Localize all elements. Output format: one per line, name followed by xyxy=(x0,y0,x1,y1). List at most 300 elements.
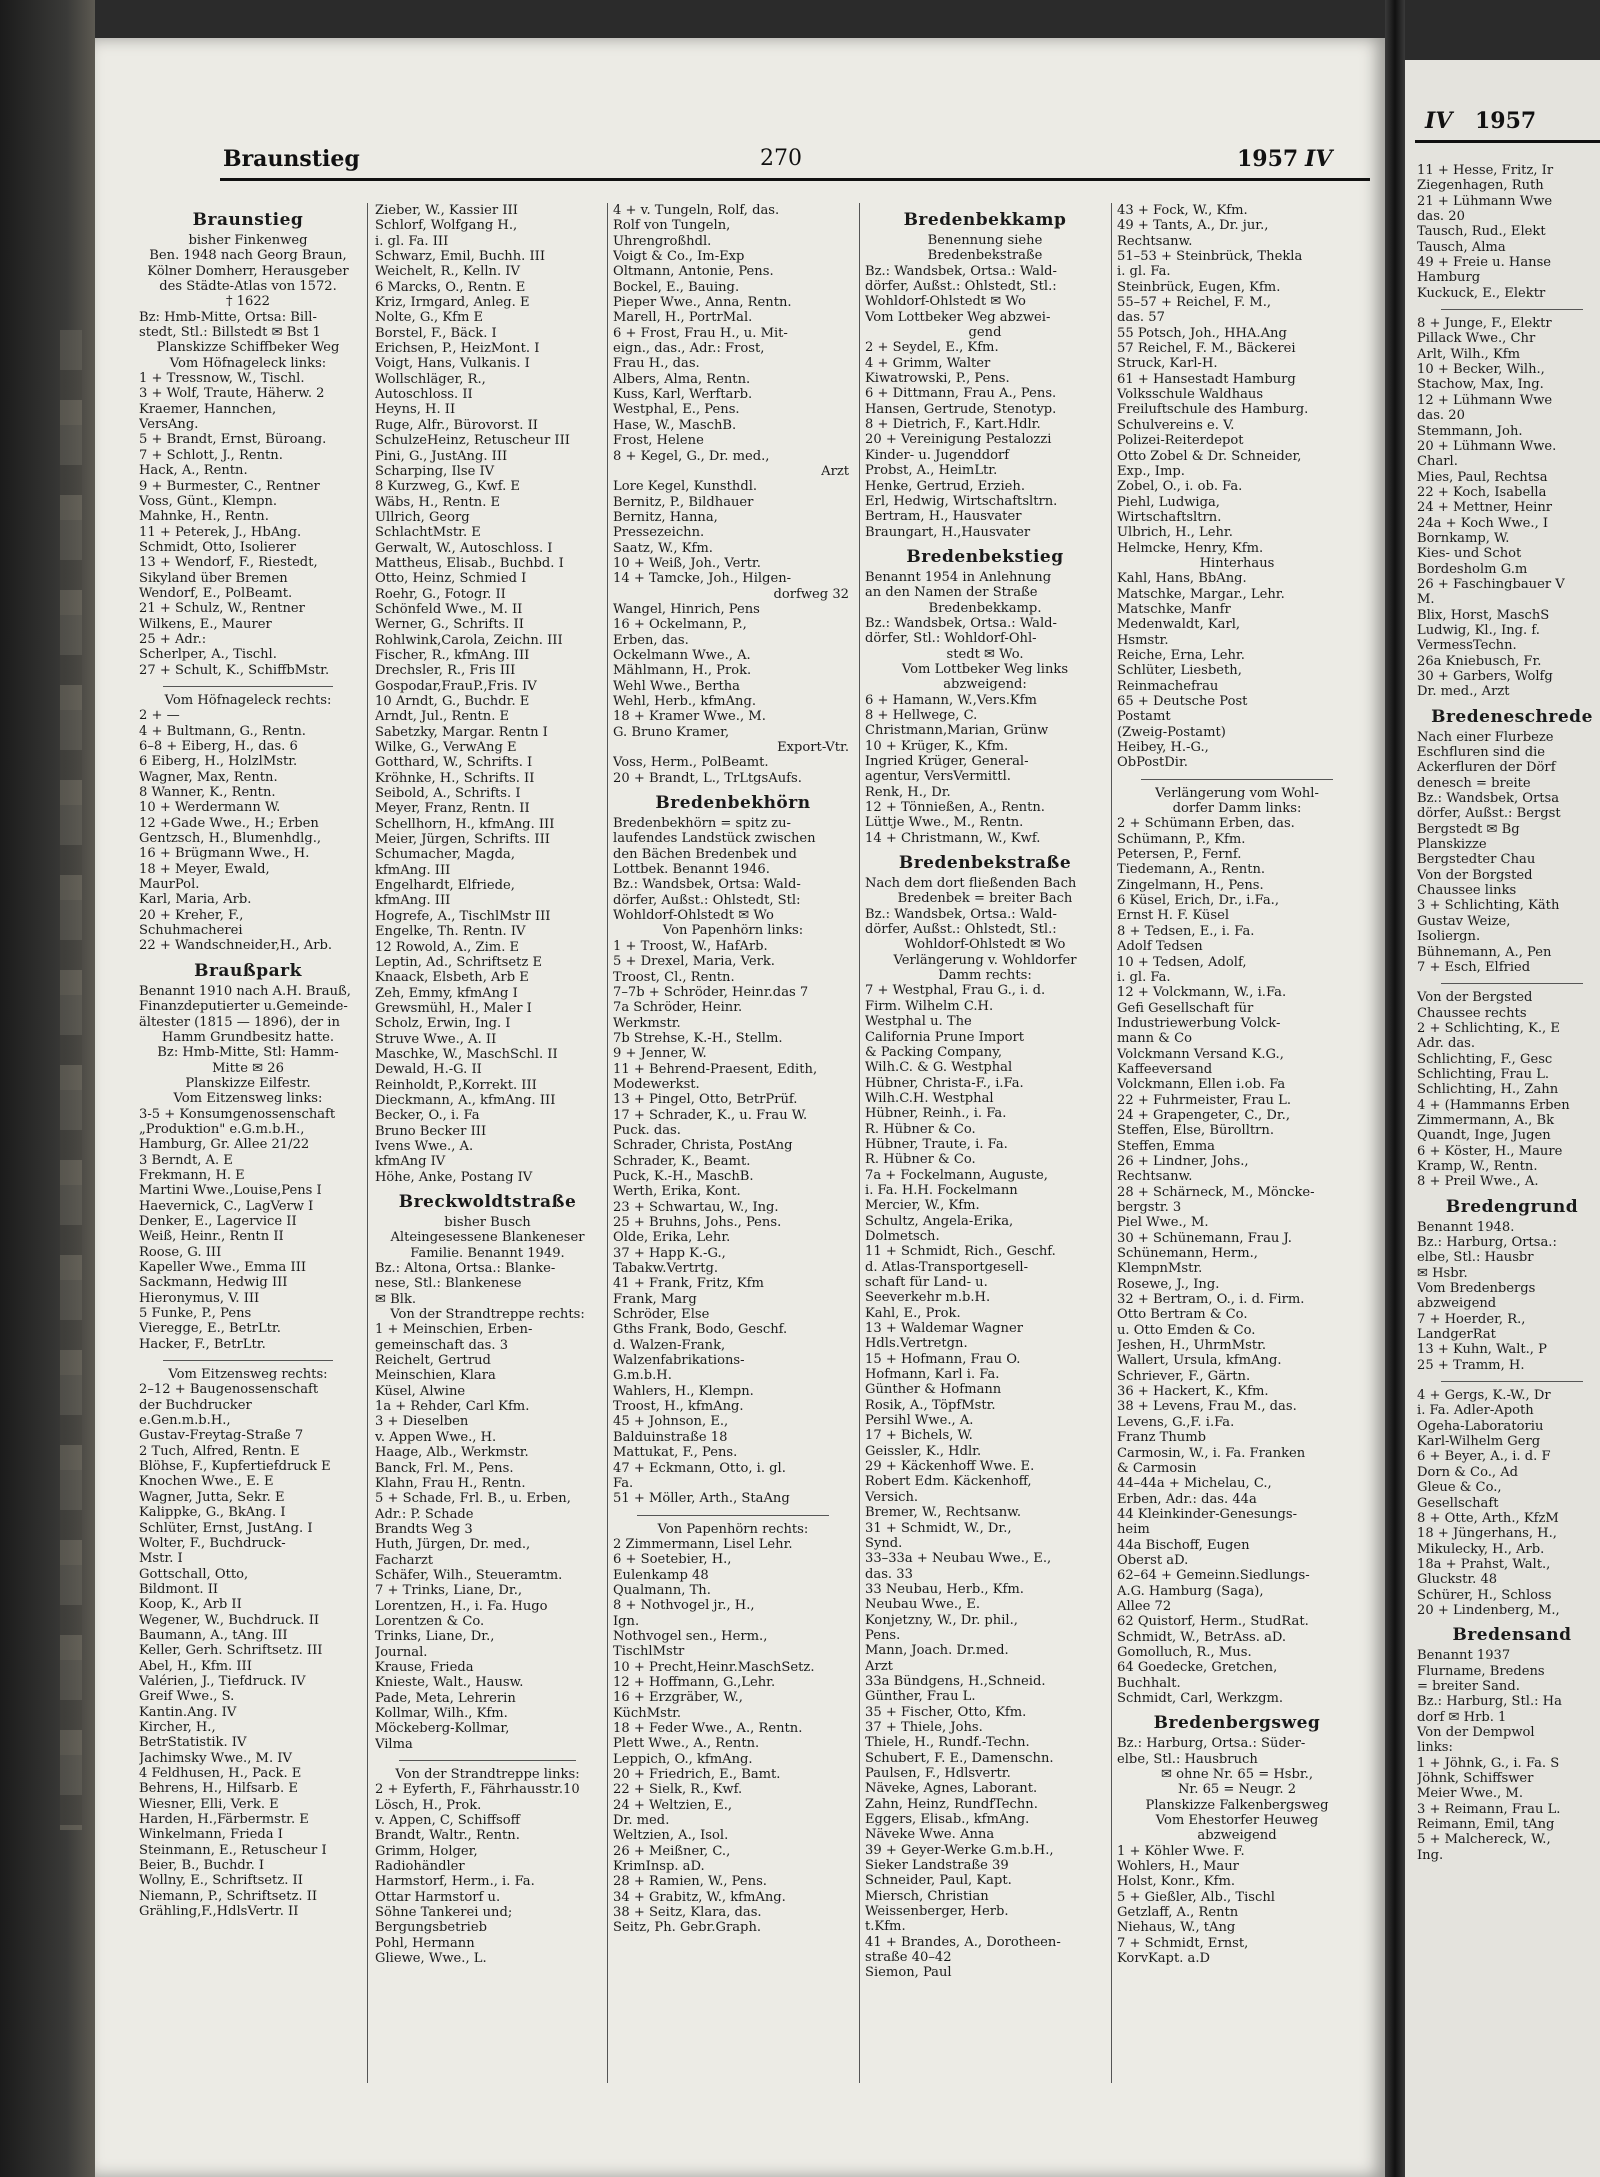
directory-entry: Zieber, W., Kassier III xyxy=(375,203,518,218)
directory-entry: Fischer, R., kfmAng. III xyxy=(375,647,530,663)
directory-entry: 6 Marcks, O., Rentn. E xyxy=(375,279,526,295)
directory-entry: Engelke, Th. Rentn. IV xyxy=(375,924,526,940)
directory-entry: Bredenbekstraße xyxy=(927,248,1043,264)
directory-entry: Arlt, Wilh., Kfm xyxy=(1417,346,1521,362)
directory-entry: Hübner, Traute, i. Fa. xyxy=(865,1136,1008,1152)
street-heading: Braußpark xyxy=(194,960,302,981)
section-separator xyxy=(1441,977,1583,984)
next-page-edge xyxy=(1405,60,1600,2177)
directory-entry: 24a + Koch Wwe., I xyxy=(1417,515,1549,531)
directory-entry: agentur, VersVermittl. xyxy=(865,769,1011,785)
directory-entry: 8 + Hellwege, C. xyxy=(865,707,978,723)
directory-entry: 25 + Tramm, H. xyxy=(1417,1357,1525,1373)
directory-entry: Plett Wwe., A., Rentn. xyxy=(613,1736,760,1752)
directory-entry: Wilh.C. & G. Westphal xyxy=(865,1060,1013,1076)
directory-entry: den Bächen Bredenbek und xyxy=(613,846,797,862)
directory-entry: Planskizze Eilfestr. xyxy=(185,1075,311,1091)
directory-entry: Schlichting, H., Zahn xyxy=(1417,1082,1559,1098)
directory-entry: Vom Eitzensweg links: xyxy=(173,1091,323,1107)
directory-entry: Knieste, Walt., Hausw. xyxy=(375,1675,524,1691)
directory-entry: Mattukat, F., Pens. xyxy=(613,1445,738,1461)
directory-entry: Hsmstr. xyxy=(1117,632,1169,648)
directory-entry: Verlängerung v. Wohldorfer xyxy=(893,952,1077,968)
directory-entry: LandgerRat xyxy=(1417,1327,1496,1343)
directory-entry: 12 + Tönnießen, A., Rentn. xyxy=(865,800,1045,816)
directory-entry: Erl, Hedwig, Wirtschaftsltrn. xyxy=(865,493,1058,509)
directory-entry: & Packing Company, xyxy=(865,1044,1003,1060)
directory-entry: Benannt 1948. xyxy=(1417,1219,1515,1235)
directory-entry: Zobel, O., i. ob. Fa. xyxy=(1117,479,1243,495)
directory-entry: Vom Lottbeker Weg abzwei- xyxy=(865,309,1051,325)
directory-entry: Schmidt, Otto, Isolierer xyxy=(139,539,296,555)
directory-entry: gend xyxy=(968,325,1002,341)
street-heading: Bredengrund xyxy=(1445,1196,1579,1217)
directory-entry: 33 Neubau, Herb., Kfm. xyxy=(865,1581,1024,1597)
directory-entry: Maschke, W., MaschSchl. II xyxy=(375,1046,558,1062)
directory-entry: Meier Wwe., M. xyxy=(1417,1786,1523,1802)
directory-entry: 13 + Kuhn, Walt., P xyxy=(1417,1342,1547,1358)
directory-entry: Erichsen, P., HeizMont. I xyxy=(375,341,540,357)
directory-entry: Tiedemann, A., Rentn. xyxy=(1117,862,1266,878)
directory-entry: 1a + Rehder, Carl Kfm. xyxy=(375,1399,530,1415)
directory-entry: 24 + Mettner, Heinr xyxy=(1417,500,1553,516)
directory-entry: Kahl, E., Prok. xyxy=(865,1305,961,1321)
directory-entry: 12 +Gade Wwe., H.; Erben xyxy=(139,815,319,831)
directory-entry: Volksschule Waldhaus xyxy=(1117,387,1264,403)
directory-entry: 65 + Deutsche Post xyxy=(1117,694,1248,709)
directory-entry: Valérien, J., Tiefdruck. IV xyxy=(139,1673,306,1689)
directory-entry: Drechsler, R., Fris III xyxy=(375,663,516,679)
directory-entry: Modewerkst. xyxy=(613,1076,700,1092)
street-heading: Breckwoldtstraße xyxy=(398,1192,577,1212)
directory-entry: Weichelt, R., Kelln. IV xyxy=(375,264,520,280)
directory-entry: 20 + Friedrich, E., Bamt. xyxy=(613,1767,781,1783)
directory-entry: 2 + Schümann Erben, das. xyxy=(1117,816,1295,832)
directory-entry: Gesellschaft xyxy=(1417,1495,1499,1511)
directory-entry: Wohldorf-Ohlstedt ✉ Wo xyxy=(865,294,1026,310)
directory-entry: 10 + Precht,Heinr.MaschSetz. xyxy=(613,1659,815,1675)
directory-entry: Wilke, G., VerwAng E xyxy=(375,740,517,756)
directory-entry: Bremer, W., Rechtsanw. xyxy=(865,1505,1022,1521)
directory-entry: Grewsmühl, H., Maler I xyxy=(375,1000,532,1016)
directory-entry: Karl-Wilhelm Gerg xyxy=(1417,1434,1541,1450)
directory-entry: Mitte ✉ 26 xyxy=(212,1060,284,1076)
directory-entry: 36 + Hackert, K., Kfm. xyxy=(1117,1384,1269,1400)
directory-entry: Lösch, H., Prok. xyxy=(375,1797,482,1813)
directory-entry: 62 Quistorf, Herm., StudRat. xyxy=(1117,1614,1309,1630)
directory-entry: Scharping, Ilse IV xyxy=(375,463,495,479)
directory-entry: Schlichting, F., Gesc xyxy=(1417,1051,1553,1067)
directory-entry: 28 + Ramien, W., Pens. xyxy=(613,1874,767,1890)
directory-entry: Schlüter, Ernst, JustAng. I xyxy=(139,1520,313,1536)
directory-entry: e.Gen.m.b.H., xyxy=(139,1413,231,1429)
directory-entry: Dolmetsch. xyxy=(865,1228,940,1244)
directory-entry: 44 Kleinkinder-Genesungs- xyxy=(1117,1506,1298,1522)
directory-entry: Vom Bredenbergs xyxy=(1417,1281,1536,1297)
directory-entry: Ackerfluren der Dörf xyxy=(1417,760,1556,776)
directory-entry: Nolte, G., Kfm E xyxy=(375,310,484,326)
directory-entry: Schrader, Christa, PostAng xyxy=(613,1138,793,1154)
directory-entry: 30 + Garbers, Wolfg xyxy=(1417,669,1553,684)
directory-entry: SchlachtMstr. E xyxy=(375,525,481,541)
directory-entry: Kies- und Schot xyxy=(1417,546,1522,562)
directory-entry: Adr. das. xyxy=(1417,1036,1476,1052)
directory-entry: Hase, W., MaschB. xyxy=(613,417,737,433)
directory-entry: 11 + Peterek, J., HbAng. xyxy=(139,524,302,540)
directory-entry: Lottbek. Benannt 1946. xyxy=(613,862,770,878)
directory-entry: Bz.: Altona, Ortsa.: Blanke- xyxy=(375,1261,556,1277)
directory-entry: Ernst H. F. Küsel xyxy=(1117,908,1230,924)
directory-entry: i. gl. Fa. xyxy=(1117,264,1171,280)
directory-entry: Blöhse, F., Kupfertiefdruck E xyxy=(139,1459,331,1475)
directory-entry: Gustav Weize, xyxy=(1417,913,1511,929)
directory-entry: 13 + Wendorf, F., Riestedt, xyxy=(139,555,318,571)
directory-entry: 6 + Hamann, W.,Vers.Kfm xyxy=(865,692,1037,708)
directory-entry: Jöhnk, Schiffswer xyxy=(1417,1771,1534,1786)
street-heading: Braunstieg xyxy=(192,210,304,230)
directory-entry: Wiesner, Elli, Verk. E xyxy=(139,1796,279,1812)
directory-entry: Becker, O., i. Fa xyxy=(375,1108,480,1124)
directory-entry: 64 Goedecke, Gretchen, xyxy=(1117,1660,1278,1676)
directory-entry: Werth, Erika, Kont. xyxy=(613,1184,741,1200)
directory-entry: 6 Küsel, Erich, Dr., i.Fa., xyxy=(1117,893,1279,909)
directory-entry: Ign. xyxy=(613,1613,640,1629)
directory-entry: Bornkamp, W. xyxy=(1417,530,1510,546)
directory-entry: Karl, Maria, Arb. xyxy=(139,892,252,908)
directory-entry: Voigt & Co., Im-Exp xyxy=(613,249,745,265)
directory-entry: Otto Bertram & Co. xyxy=(1117,1307,1248,1323)
directory-entry: Planskizze xyxy=(1417,837,1487,853)
directory-entry: Bz.: Wandsbek, Ortsa.: Wald- xyxy=(865,263,1057,279)
directory-entry: Hansen, Gertrude, Stenotyp. xyxy=(865,401,1057,417)
directory-entry: Hinterhaus xyxy=(1199,555,1275,571)
directory-entry: Hieronymus, V. III xyxy=(139,1290,260,1306)
next-header-rule xyxy=(1415,140,1600,143)
directory-entry: Autoschloss. II xyxy=(375,387,473,403)
directory-entry: Polizei-Reiterdepot xyxy=(1117,433,1244,449)
directory-entry: i. Fa. H.H. Fockelmann xyxy=(865,1182,1018,1198)
directory-entry: Vilma xyxy=(375,1736,413,1752)
directory-entry: Wehl, Herb., kfmAng. xyxy=(613,694,757,709)
directory-entry: Dorn & Co., Ad xyxy=(1417,1464,1519,1480)
directory-entry: Günther, Frau L. xyxy=(865,1689,976,1705)
directory-entry: Mies, Paul, Rechtsa xyxy=(1417,469,1548,485)
directory-entry: 13 + Waldemar Wagner xyxy=(865,1321,1023,1337)
directory-entry: KüchMstr. xyxy=(613,1705,682,1721)
directory-entry: dörfer, Außst.: Ohlstedt, Stl.: xyxy=(865,279,1057,295)
street-heading: Bredensand xyxy=(1452,1625,1572,1646)
directory-entry: Gleue & Co., xyxy=(1417,1480,1502,1496)
directory-entry: Volckmann, Ellen i.ob. Fa xyxy=(1117,1077,1286,1093)
directory-entry: 12 + Lühmann Wwe xyxy=(1417,392,1553,408)
directory-entry: Zahn, Heinz, RundfTechn. xyxy=(865,1796,1038,1812)
directory-entry: Höhe, Anke, Postang IV xyxy=(375,1169,533,1185)
directory-entry: Gths Frank, Bodo, Geschf. xyxy=(613,1322,788,1338)
directory-entry: Wäbs, H., Rentn. E xyxy=(375,494,501,510)
directory-entry: Bockel, E., Bauing. xyxy=(613,279,740,295)
directory-entry: 37 + Happ K.-G., xyxy=(613,1245,726,1261)
directory-entry: Wohldorf-Ohlstedt ✉ Wo xyxy=(613,908,774,924)
directory-entry: Puck. das. xyxy=(613,1122,681,1138)
directory-entry: Heyns, H. II xyxy=(375,402,456,418)
directory-entry: Eulenkamp 48 xyxy=(613,1567,709,1583)
directory-entry: Klahn, Frau H., Rentn. xyxy=(375,1475,526,1491)
section-separator xyxy=(399,1754,576,1761)
directory-entry: Ziegenhagen, Ruth xyxy=(1417,178,1544,194)
directory-entry: Frau H., das. xyxy=(613,356,700,372)
directory-entry: Wilkens, E., Maurer xyxy=(139,616,272,632)
directory-entry: Weltzien, A., Isol. xyxy=(613,1828,729,1844)
directory-entry: 10 + Krüger, K., Kfm. xyxy=(865,738,1009,754)
directory-entry: Rolf von Tungeln, xyxy=(613,218,731,234)
directory-entry: Troost, Cl., Rentn. xyxy=(613,969,735,985)
directory-entry: † 1622 xyxy=(225,294,271,310)
directory-entry: Banck, Frl. M., Pens. xyxy=(375,1460,514,1476)
directory-entry: nese, Stl.: Blankenese xyxy=(375,1276,522,1292)
directory-entry: Kölner Domherr, Herausgeber xyxy=(147,263,349,279)
directory-entry: 8 + Nothvogel jr., H., xyxy=(613,1598,755,1614)
directory-entry: Mikulecky, H., Arb. xyxy=(1417,1541,1545,1557)
column-divider xyxy=(859,203,860,2083)
directory-entry: Von der Borgsted xyxy=(1417,867,1533,883)
directory-entry: Borstel, F., Bäck. I xyxy=(375,325,497,341)
directory-entry: 3-5 + Konsumgenossenschaft xyxy=(139,1106,336,1122)
directory-entry: Bernitz, Hanna, xyxy=(613,509,718,525)
directory-entry: 49 + Freie u. Hanse xyxy=(1417,255,1552,271)
directory-entry: 55 Potsch, Joh., HHA.Ang xyxy=(1117,325,1287,341)
directory-entry: Gottschall, Otto, xyxy=(139,1566,249,1582)
directory-entry: Kiwatrowski, P., Pens. xyxy=(865,371,1010,387)
directory-entry: Bruno Becker III xyxy=(375,1123,487,1139)
directory-entry: Bordesholm G.m xyxy=(1417,561,1528,577)
directory-entry: 39 + Geyer-Werke G.m.b.H., xyxy=(865,1842,1054,1858)
directory-entry: Kalippke, G., BkAng. I xyxy=(139,1505,286,1521)
directory-entry: denesch = breite xyxy=(1417,775,1531,791)
directory-entry: Bildmont. II xyxy=(139,1581,219,1597)
directory-entry: Isoliergn. xyxy=(1417,929,1481,945)
directory-entry: 4 + v. Tungeln, Rolf, das. xyxy=(613,203,780,218)
directory-entry: Schlichting, Frau L. xyxy=(1417,1066,1550,1082)
directory-entry: Möckeberg-Kollmar, xyxy=(375,1721,510,1737)
directory-entry: 20 + Vereinigung Pestalozzi xyxy=(865,432,1052,448)
directory-entry: Matschke, Margar., Lehr. xyxy=(1117,586,1285,602)
directory-entry: Kinder- u. Jugenddorf xyxy=(865,447,1010,463)
directory-entry: Arndt, Jul., Rentn. E xyxy=(375,709,510,725)
directory-entry: Exp., Imp. xyxy=(1117,463,1185,479)
directory-entry: 10 + Weiß, Joh., Vertr. xyxy=(613,555,761,571)
directory-entry: Schumacher, Magda, xyxy=(375,847,515,863)
directory-entry: 5 + Brandt, Ernst, Büroang. xyxy=(139,432,327,448)
running-head-street: Braunstieg xyxy=(223,146,360,172)
directory-entry: 3 + Wolf, Traute, Häherw. 2 xyxy=(139,386,325,402)
directory-entry: Tausch, Alma xyxy=(1417,239,1506,255)
directory-entry: an den Namen der Straße xyxy=(865,585,1038,601)
directory-entry: Voigt, Hans, Vulkanis. I xyxy=(375,356,530,372)
directory-entry: Bz.: Wandsbek, Ortsa xyxy=(1417,791,1560,807)
directory-entry: R. Hübner & Co. xyxy=(865,1152,976,1168)
directory-entry: Seibold, A., Schrifts. I xyxy=(375,786,521,802)
directory-entry: Werkmstr. xyxy=(613,1015,681,1031)
directory-entry: Schrader, K., Beamt. xyxy=(613,1153,751,1169)
directory-entry: KlempnMstr. xyxy=(1117,1261,1203,1277)
directory-entry: des Städte-Atlas von 1572. xyxy=(159,279,337,295)
directory-entry: Struck, Karl-H. xyxy=(1117,356,1218,372)
directory-entry: 11 + Hesse, Fritz, Ir xyxy=(1417,163,1554,178)
directory-entry: 18 + Kramer Wwe., M. xyxy=(613,709,766,725)
directory-entry: Uhrengroßhdl. xyxy=(613,233,712,249)
directory-entry: 16 + Ockelmann, P., xyxy=(613,617,747,633)
directory-entry: 2 Zimmermann, Lisel Lehr. xyxy=(613,1536,793,1552)
directory-entry: Scholz, Erwin, Ing. I xyxy=(375,1016,511,1032)
directory-entry: Robert Edm. Käckenhoff, xyxy=(865,1474,1032,1490)
directory-entry: Bz.: Harburg, Ortsa.: xyxy=(1417,1235,1557,1250)
directory-entry: das. 33 xyxy=(865,1566,913,1582)
directory-entry: 1 + Meinschien, Erben- xyxy=(375,1322,533,1338)
directory-entry: 8 + Kegel, G., Dr. med., xyxy=(613,448,770,464)
directory-entry: Stachow, Max, Ing. xyxy=(1417,377,1544,393)
directory-entry: Meinschien, Klara xyxy=(375,1368,496,1384)
directory-entry: Pieper Wwe., Anna, Rentn. xyxy=(613,295,792,311)
directory-entry: Carmosin, W., i. Fa. Franken xyxy=(1117,1445,1306,1461)
directory-entry: stedt, Stl.: Billstedt ✉ Bst 1 xyxy=(139,325,321,341)
directory-entry: Kollmar, Wilh., Kfm. xyxy=(375,1706,508,1721)
directory-entry: 17 + Schrader, K., u. Frau W. xyxy=(613,1107,808,1123)
directory-entry: 22 + Fuhrmeister, Frau L. xyxy=(1117,1092,1291,1108)
directory-entry: 4 + Bultmann, G., Rentn. xyxy=(139,723,306,739)
directory-entry: Vom Ehestorfer Heuweg xyxy=(1155,1813,1319,1829)
directory-entry: der Buchdrucker xyxy=(139,1397,252,1413)
directory-entry: Chaussee rechts xyxy=(1417,1005,1527,1021)
directory-entry: Kramp, W., Rentn. xyxy=(1417,1158,1538,1174)
directory-entry: Ottar Harmstorf u. xyxy=(375,1889,501,1905)
directory-entry: v. Appen Wwe., H. xyxy=(375,1429,497,1445)
directory-entry: Knaack, Elsbeth, Arb E xyxy=(375,970,529,986)
directory-entry: Persihl Wwe., A. xyxy=(865,1413,974,1429)
directory-entry: Pini, G., JustAng. III xyxy=(375,448,508,464)
directory-entry: Weissenberger, Herb. xyxy=(865,1904,1009,1920)
directory-entry: 6 Eiberg, H., HolzlMstr. xyxy=(139,754,298,770)
directory-entry: Mercier, W., Kfm. xyxy=(865,1198,980,1214)
directory-entry: Versich. xyxy=(865,1489,919,1505)
directory-entry: abzweigend xyxy=(1417,1296,1497,1312)
directory-entry: Bergungsbetrieb xyxy=(375,1920,487,1936)
directory-entry: Steinmann, E., Retuscheur I xyxy=(139,1842,327,1858)
directory-entry: 7a Schröder, Heinr. xyxy=(613,1000,743,1016)
directory-entry: Näveke Wwe. Anna xyxy=(865,1827,995,1843)
directory-entry: Charl. xyxy=(1417,454,1458,470)
directory-entry: bisher Finkenweg xyxy=(188,233,308,248)
directory-entry: Krause, Frieda xyxy=(375,1659,474,1675)
directory-entry: Synd. xyxy=(865,1535,903,1551)
directory-entry: Schneider, Paul, Kapt. xyxy=(865,1873,1012,1889)
directory-entry: Dewald, H.-G. II xyxy=(375,1062,482,1078)
directory-entry: Mstr. I xyxy=(139,1551,183,1567)
directory-entry: Braungart, H.,Hausvater xyxy=(865,524,1031,540)
directory-entry: Gotthard, W., Schrifts. I xyxy=(375,755,533,771)
directory-entry: Harmstorf, Herm., i. Fa. xyxy=(375,1874,535,1890)
directory-entry: 26a Kniebusch, Fr. xyxy=(1417,653,1542,669)
directory-entry: i. Fa. Adler-Apoth xyxy=(1417,1403,1534,1419)
directory-entry: Grähling,F.,HdlsVertr. II xyxy=(139,1904,299,1920)
directory-entry: Bredenbek = breiter Bach xyxy=(897,891,1073,907)
directory-entry: ✉ Hsbr. xyxy=(1417,1265,1468,1281)
section-separator xyxy=(1441,1375,1583,1382)
directory-entry: (Zweig-Postamt) xyxy=(1117,724,1226,740)
directory-entry: Bz.: Wandsbek, Ortsa.: Wald- xyxy=(865,906,1057,922)
directory-entry: & Carmosin xyxy=(1117,1460,1197,1476)
directory-entry: 10 + Tedsen, Adolf, xyxy=(1117,954,1247,970)
directory-entry: Hübner, Reinh., i. Fa. xyxy=(865,1106,1007,1122)
directory-entry: Steffen, Else, Bürolltrn. xyxy=(1117,1123,1275,1139)
directory-entry: 35 + Fischer, Otto, Kfm. xyxy=(865,1704,1027,1720)
directory-entry: Verlängerung vom Wohl- xyxy=(1155,785,1319,801)
directory-entry: 7–7b + Schröder, Heinr.das 7 xyxy=(613,984,809,1000)
directory-entry: Koop, K., Arb II xyxy=(139,1597,242,1613)
directory-entry: 47 + Eckmann, Otto, i. gl. xyxy=(613,1460,786,1476)
directory-entry: Sabetzky, Margar. Rentn I xyxy=(375,724,548,740)
directory-entry: Kantin.Ang. IV xyxy=(139,1704,237,1720)
directory-entry: 2 + — xyxy=(139,708,180,724)
directory-entry: Hübner, Christa-F., i.Fa. xyxy=(865,1075,1024,1091)
directory-entry: 51–53 + Steinbrück, Thekla xyxy=(1117,249,1303,265)
directory-entry: 26 + Faschingbauer V xyxy=(1417,576,1565,592)
directory-entry: 11 + Schmidt, Rich., Geschf. xyxy=(865,1244,1056,1260)
directory-entry: 11 + Behrend-Praesent, Edith, xyxy=(613,1061,818,1077)
directory-entry: Brandt, Waltr., Rentn. xyxy=(375,1828,520,1844)
directory-entry: 45 + Johnson, E., xyxy=(613,1414,729,1430)
directory-entry: d. Walzen-Frank, xyxy=(613,1337,726,1353)
directory-entry: 5 + Malchereck, W., xyxy=(1417,1832,1551,1848)
directory-entry: 2 + Eyferth, F., Fährhausstr.10 xyxy=(375,1782,580,1798)
directory-entry: 20 + Kreher, F., xyxy=(139,907,244,923)
directory-entry: Martini Wwe.,Louise,Pens I xyxy=(139,1183,322,1199)
directory-entry: Haevernick, C., LagVerw I xyxy=(139,1198,314,1214)
directory-entry: Steffen, Emma xyxy=(1117,1138,1215,1154)
directory-entry: ältester (1815 — 1896), der in xyxy=(139,1014,340,1030)
directory-entry: Knochen Wwe., E. E xyxy=(139,1474,274,1490)
directory-entry: 57 Reichel, F. M., Bäckerei xyxy=(1117,341,1296,357)
directory-entry: 9 + Jenner, W. xyxy=(613,1046,707,1062)
directory-entry: Mählmann, H., Prok. xyxy=(613,663,752,679)
directory-entry: abzweigend: xyxy=(943,677,1027,693)
directory-entry: 20 + Lühmann Wwe. xyxy=(1417,438,1557,454)
directory-entry: 25 + Adr.: xyxy=(139,631,207,647)
directory-entry: Thiele, H., Rundf.-Techn. xyxy=(865,1735,1030,1751)
directory-entry: „Produktion" e.G.m.b.H., xyxy=(139,1121,305,1137)
directory-entry: Beier, B., Buchdr. I xyxy=(139,1858,265,1874)
directory-entry: Matschke, Manfr xyxy=(1117,601,1231,617)
column-3 xyxy=(613,203,853,2083)
directory-entry: Bredenbekkamp. xyxy=(928,600,1042,616)
directory-entry: Vom Eitzensweg rechts: xyxy=(168,1367,328,1383)
directory-entry: A.G. Hamburg (Saga), xyxy=(1117,1583,1264,1599)
directory-entry: Schulvereins e. V. xyxy=(1117,417,1235,433)
directory-entry: 24 + Grapengeter, C., Dr., xyxy=(1117,1107,1291,1123)
directory-entry: 32 + Bertram, O., i. d. Firm. xyxy=(1117,1292,1305,1308)
directory-entry: Bz.: Harburg, Stl.: Ha xyxy=(1417,1694,1562,1710)
column-divider xyxy=(1111,203,1112,2083)
directory-entry: 33a Bündgens, H.,Schneid. xyxy=(865,1673,1046,1689)
directory-entry: 2–12 + Baugenossenschaft xyxy=(139,1382,319,1398)
directory-entry: i. gl. Fa. xyxy=(1117,969,1171,985)
directory-entry: 10 + Becker, Wilh., xyxy=(1417,362,1545,378)
directory-entry: Kircher, H., xyxy=(139,1719,216,1735)
directory-entry: 8 + Otte, Arth., KfzM xyxy=(1417,1510,1559,1526)
directory-entry: Siemon, Paul xyxy=(865,1965,952,1981)
directory-entry: Harden, H.,Färbermstr. E xyxy=(139,1812,309,1828)
page-number: 270 xyxy=(760,146,802,171)
directory-entry: Hacker, F., BetrLtr. xyxy=(139,1336,266,1352)
